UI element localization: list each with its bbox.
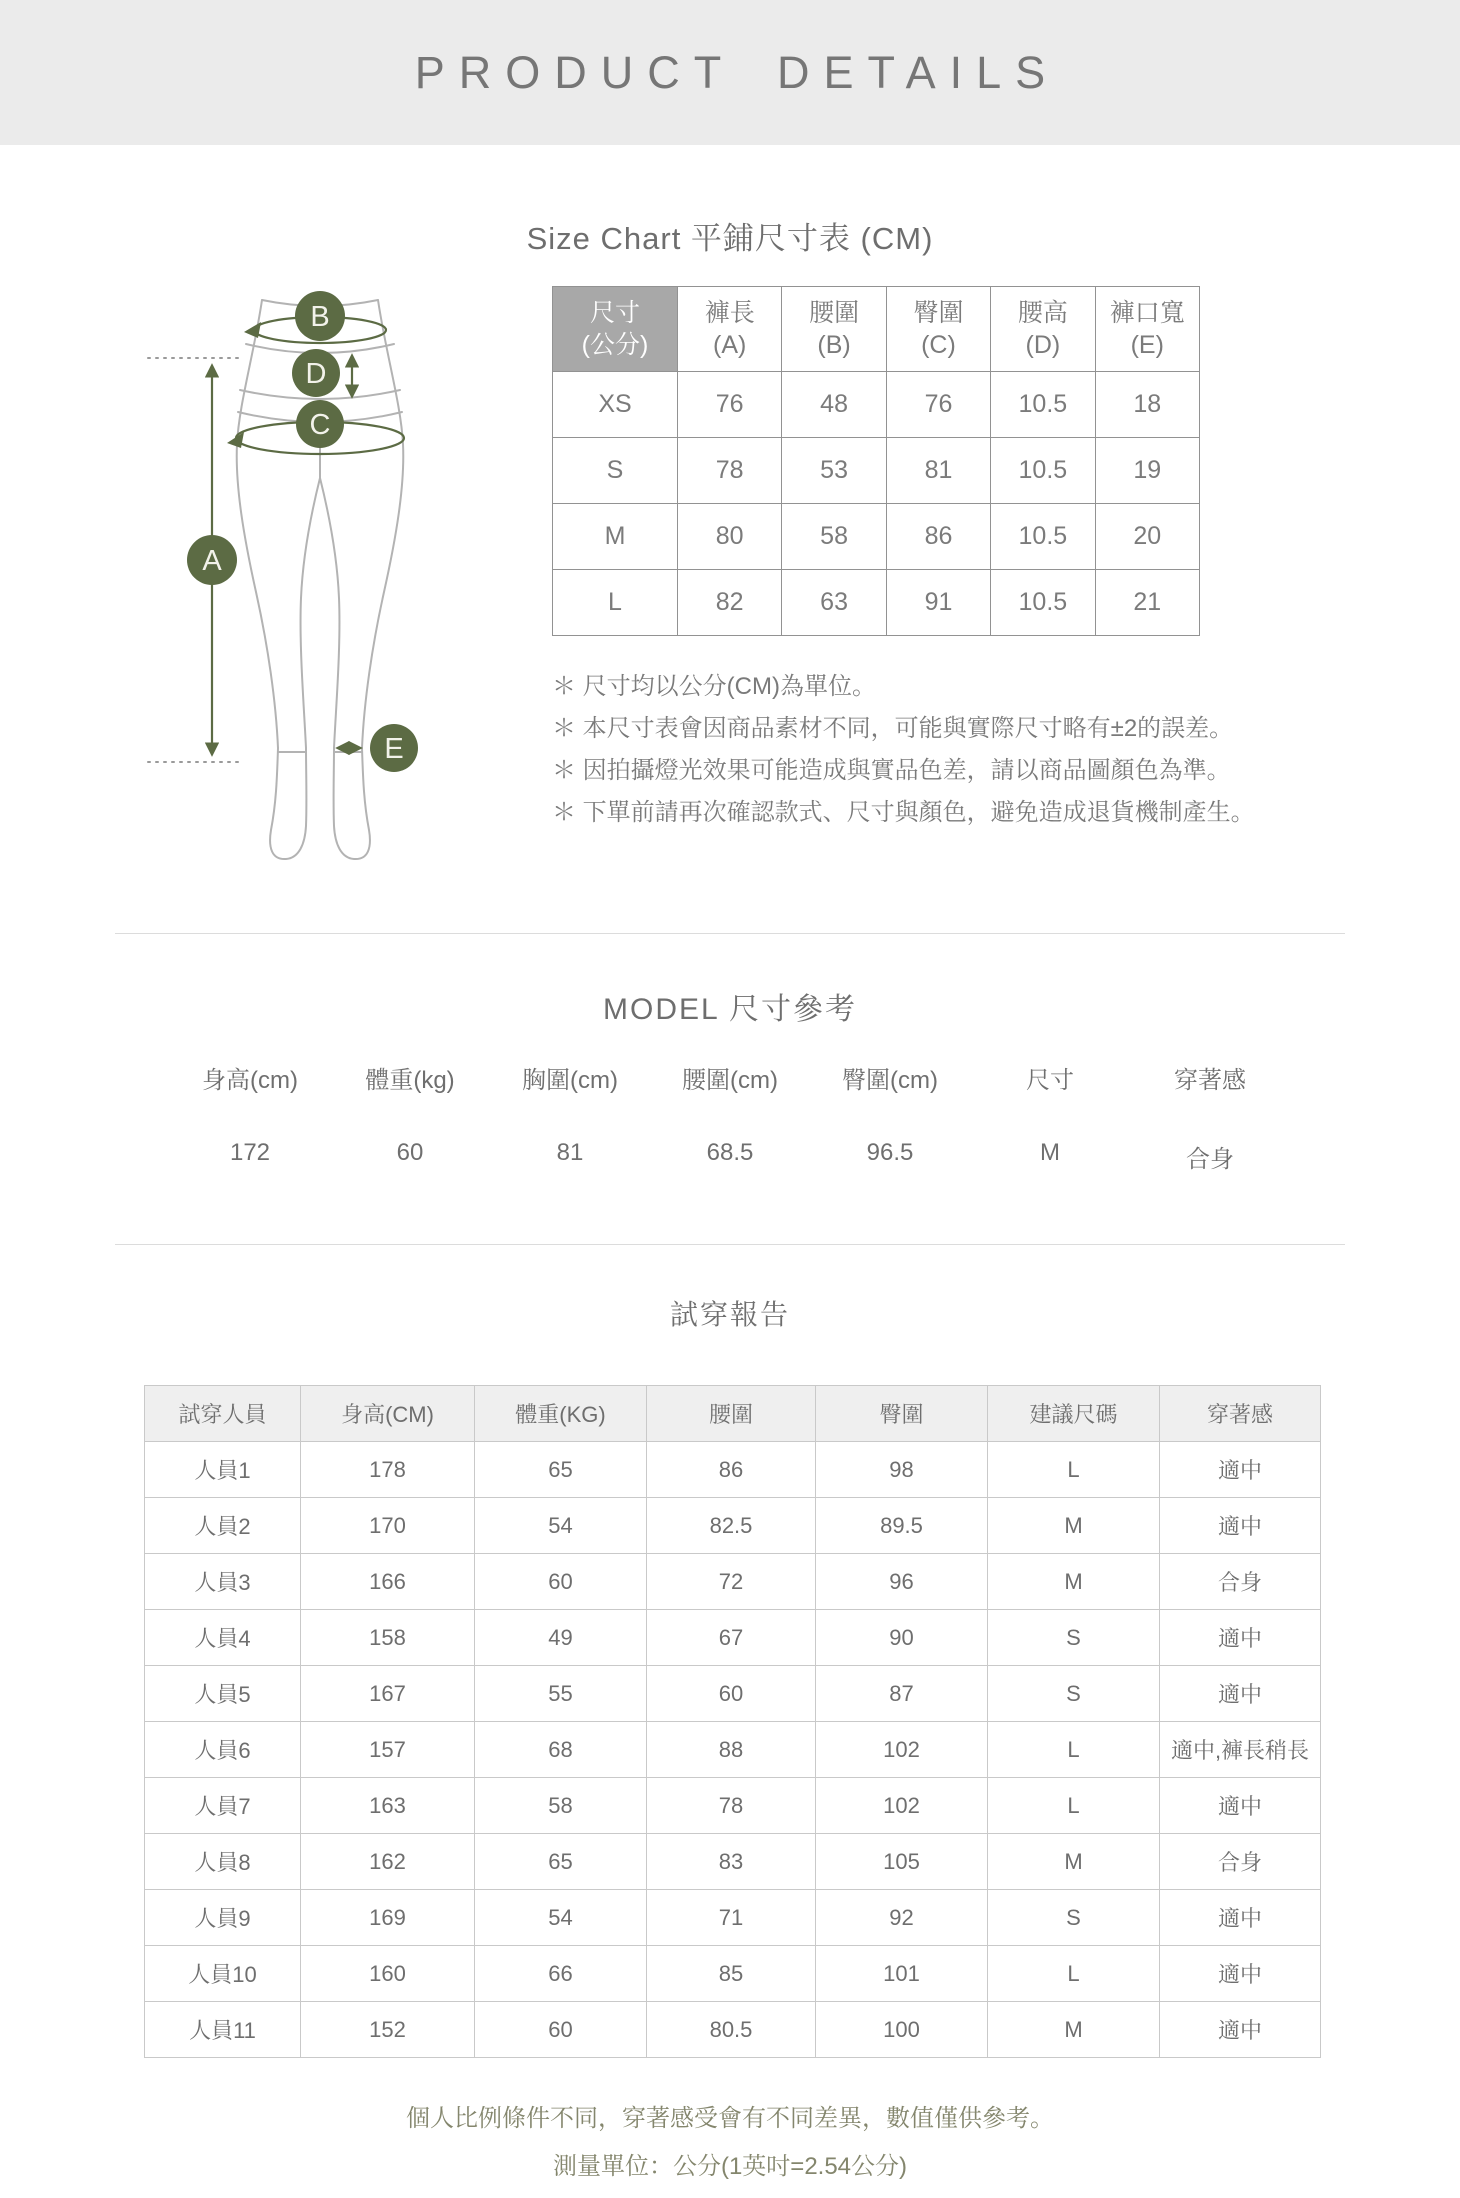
size-cell: 10.5: [991, 504, 1095, 570]
size-cell: 18: [1095, 372, 1199, 438]
size-table-header-row: [553, 287, 1200, 372]
model-header-cell: 體重(kg): [365, 1067, 455, 1094]
fit-cell: 66: [475, 1946, 647, 2002]
size-table-corner-cell: [553, 287, 678, 372]
fit-col-header: 穿著感: [1160, 1386, 1321, 1442]
fit-cell: 人員5: [145, 1666, 301, 1722]
model-header-cell: 身高(cm): [202, 1067, 298, 1094]
fit-row: [145, 1722, 1321, 1778]
measure-badge-c-label: C: [309, 409, 331, 441]
fit-cell: 162: [301, 1834, 475, 1890]
size-cell: 76: [678, 372, 782, 438]
fit-cell: 72: [647, 1554, 816, 1610]
fit-row: [145, 1778, 1321, 1834]
fit-cell: 71: [647, 1890, 816, 1946]
fit-cell: 102: [816, 1778, 988, 1834]
size-col-header: 腰高 (D): [991, 287, 1095, 372]
fit-cell: L: [988, 1946, 1160, 2002]
fit-cell: 人員7: [145, 1778, 301, 1834]
fit-cell: L: [988, 1722, 1160, 1778]
fitting-report-title: 試穿報告: [669, 1299, 790, 1330]
model-value-cell: 60: [396, 1139, 424, 1166]
fit-cell: 167: [301, 1666, 475, 1722]
fit-cell: 適中: [1160, 2002, 1321, 2058]
size-cell: 80: [678, 504, 782, 570]
fit-cell: 人員4: [145, 1610, 301, 1666]
size-cell: 53: [782, 438, 886, 504]
fit-cell: 適中: [1160, 1666, 1321, 1722]
size-cell: M: [553, 504, 678, 570]
fit-cell: 適中: [1160, 1946, 1321, 2002]
fit-cell: 105: [816, 1834, 988, 1890]
fit-cell: M: [988, 1554, 1160, 1610]
fit-cell: 85: [647, 1946, 816, 2002]
fit-cell: 101: [816, 1946, 988, 2002]
fit-cell: 170: [301, 1498, 475, 1554]
fit-cell: 49: [475, 1610, 647, 1666]
fit-cell: 65: [475, 1442, 647, 1498]
size-col-header: 臀圍 (C): [886, 287, 990, 372]
fit-cell: 87: [816, 1666, 988, 1722]
measure-badge-b-label: B: [310, 301, 330, 333]
fit-cell: M: [988, 1834, 1160, 1890]
section-divider: [115, 933, 1345, 934]
fit-cell: 人員8: [145, 1834, 301, 1890]
model-header-row: [170, 1060, 1290, 1095]
fit-cell: 60: [475, 1554, 647, 1610]
fit-cell: 78: [647, 1778, 816, 1834]
size-notes: [552, 666, 1255, 834]
fit-cell: 100: [816, 2002, 988, 2058]
fit-cell: M: [988, 1498, 1160, 1554]
fit-cell: 人員6: [145, 1722, 301, 1778]
size-cell: S: [553, 438, 678, 504]
fit-col-header: 試穿人員: [145, 1386, 301, 1442]
fit-col-header: 體重(KG): [475, 1386, 647, 1442]
fit-cell: 157: [301, 1722, 475, 1778]
size-table: [552, 286, 1200, 636]
model-value-cell: 合身: [1186, 1146, 1234, 1173]
page-header: [0, 0, 1460, 145]
size-col-header: 褲長 (A): [678, 287, 782, 372]
fit-cell: 人員3: [145, 1554, 301, 1610]
fit-cell: 適中: [1160, 1890, 1321, 1946]
fit-row: [145, 1442, 1321, 1498]
fit-cell: 適中: [1160, 1610, 1321, 1666]
fit-cell: 人員2: [145, 1498, 301, 1554]
model-header-cell: 穿著感: [1174, 1067, 1246, 1094]
size-row: [553, 372, 1200, 438]
fit-cell: 82.5: [647, 1498, 816, 1554]
leggings-measurement-diagram-svg: [140, 286, 480, 876]
fit-row: [145, 1834, 1321, 1890]
size-note: ＊ 因拍攝燈光效果可能造成與實品色差，請以商品圖顏色為準。: [552, 757, 1231, 784]
size-cell: 76: [886, 372, 990, 438]
fit-cell: 58: [475, 1778, 647, 1834]
fit-cell: 166: [301, 1554, 475, 1610]
model-value-row: [170, 1139, 1290, 1174]
fit-col-header: 建議尺碼: [988, 1386, 1160, 1442]
size-cell: 86: [886, 504, 990, 570]
size-cell: 10.5: [991, 372, 1095, 438]
fit-row: [145, 1946, 1321, 2002]
model-value-cell: M: [1040, 1139, 1060, 1166]
fit-cell: 152: [301, 2002, 475, 2058]
fit-cell: 88: [647, 1722, 816, 1778]
fit-cell: 90: [816, 1610, 988, 1666]
fit-cell: L: [988, 1778, 1160, 1834]
size-cell: 82: [678, 570, 782, 636]
fit-col-header: 身高(CM): [301, 1386, 475, 1442]
fit-cell: 55: [475, 1666, 647, 1722]
fit-cell: 158: [301, 1610, 475, 1666]
size-note: ＊ 尺寸均以公分(CM)為單位。: [552, 673, 876, 700]
fit-cell: S: [988, 1890, 1160, 1946]
size-cell: 48: [782, 372, 886, 438]
fit-cell: 89.5: [816, 1498, 988, 1554]
corner-line1: 尺寸: [589, 298, 640, 327]
fit-cell: L: [988, 1442, 1160, 1498]
fitting-report-table: [144, 1385, 1321, 2058]
measure-badge-e-label: E: [384, 733, 404, 765]
size-cell: 20: [1095, 504, 1199, 570]
fit-cell: 67: [647, 1610, 816, 1666]
fit-cell: 適中: [1160, 1442, 1321, 1498]
fit-cell: 86: [647, 1442, 816, 1498]
size-cell: 81: [886, 438, 990, 504]
size-cell: L: [553, 570, 678, 636]
fit-cell: 68: [475, 1722, 647, 1778]
size-note: ＊ 下單前請再次確認款式、尺寸與顏色，避免造成退貨機制產生。: [552, 799, 1255, 826]
fit-cell: 合身: [1160, 1554, 1321, 1610]
model-value-cell: 96.5: [866, 1139, 914, 1166]
size-cell: 10.5: [991, 438, 1095, 504]
section-divider: [115, 1244, 1345, 1245]
fit-cell: 適中,褲長稍長: [1160, 1722, 1321, 1778]
fit-cell: 98: [816, 1442, 988, 1498]
fit-row: [145, 1890, 1321, 1946]
fit-cell: 65: [475, 1834, 647, 1890]
size-col-header: 腰圍 (B): [782, 287, 886, 372]
size-cell: 91: [886, 570, 990, 636]
fit-cell: M: [988, 2002, 1160, 2058]
size-row: [553, 504, 1200, 570]
fit-cell: 人員10: [145, 1946, 301, 2002]
fit-row: [145, 1498, 1321, 1554]
measure-badge-d-label: D: [305, 358, 327, 390]
size-row: [553, 438, 1200, 504]
fit-cell: 人員1: [145, 1442, 301, 1498]
fit-cell: 60: [475, 2002, 647, 2058]
fit-cell: 102: [816, 1722, 988, 1778]
size-row: [553, 570, 1200, 636]
model-value-cell: 68.5: [706, 1139, 754, 1166]
fit-cell: 169: [301, 1890, 475, 1946]
fit-cell: 60: [647, 1666, 816, 1722]
model-header-cell: 腰圍(cm): [682, 1067, 778, 1094]
fit-cell: 54: [475, 1890, 647, 1946]
fit-cell: 80.5: [647, 2002, 816, 2058]
fit-row: [145, 1666, 1321, 1722]
size-col-header: 褲口寬 (E): [1095, 287, 1199, 372]
fit-cell: 人員11: [145, 2002, 301, 2058]
fit-cell: S: [988, 1610, 1160, 1666]
size-cell: XS: [553, 372, 678, 438]
model-section-title: MODEL 尺寸參考: [603, 993, 857, 1026]
model-value-cell: 172: [229, 1139, 271, 1166]
measure-badge-a-label: A: [202, 545, 222, 577]
corner-line2: (公分): [581, 331, 649, 359]
size-note: ＊ 本尺寸表會因商品素材不同，可能與實際尺寸略有±2的誤差。: [552, 715, 1234, 742]
fit-row: [145, 1554, 1321, 1610]
fit-col-header: 腰圍: [647, 1386, 816, 1442]
footer-note-2: 測量單位：公分(1英吋=2.54公分): [552, 2153, 908, 2180]
fit-cell: 96: [816, 1554, 988, 1610]
fit-cell: 適中: [1160, 1778, 1321, 1834]
size-table-area: [552, 286, 1255, 881]
leggings-diagram: [140, 286, 480, 881]
model-header-cell: 胸圍(cm): [522, 1067, 618, 1094]
size-cell: 78: [678, 438, 782, 504]
fit-row: [145, 2002, 1321, 2058]
size-chart-section: [0, 286, 1460, 881]
fit-cell: 92: [816, 1890, 988, 1946]
fit-cell: 人員9: [145, 1890, 301, 1946]
fit-row: [145, 1610, 1321, 1666]
fit-cell: 83: [647, 1834, 816, 1890]
fit-cell: 54: [475, 1498, 647, 1554]
fit-cell: 160: [301, 1946, 475, 2002]
page-title: PRODUCT DETAILS: [414, 46, 1060, 98]
model-header-cell: 尺寸: [1026, 1067, 1074, 1094]
size-cell: 58: [782, 504, 886, 570]
fit-cell: 合身: [1160, 1834, 1321, 1890]
hip-ellipse-arrowhead: [227, 432, 244, 448]
size-cell: 63: [782, 570, 886, 636]
fit-cell: 適中: [1160, 1498, 1321, 1554]
size-cell: 21: [1095, 570, 1199, 636]
size-cell: 10.5: [991, 570, 1095, 636]
size-cell: 19: [1095, 438, 1199, 504]
fit-col-header: 臀圍: [816, 1386, 988, 1442]
model-value-cell: 81: [556, 1139, 584, 1166]
footer-note-1: 個人比例條件不同，穿著感受會有不同差異，數值僅供參考。: [406, 2105, 1054, 2132]
fit-cell: 163: [301, 1778, 475, 1834]
fit-cell: 178: [301, 1442, 475, 1498]
model-header-cell: 臀圍(cm): [842, 1067, 938, 1094]
size-chart-title: Size Chart 平鋪尺寸表 (CM): [526, 221, 934, 256]
fit-cell: S: [988, 1666, 1160, 1722]
fitting-table-header-row: [145, 1386, 1321, 1442]
